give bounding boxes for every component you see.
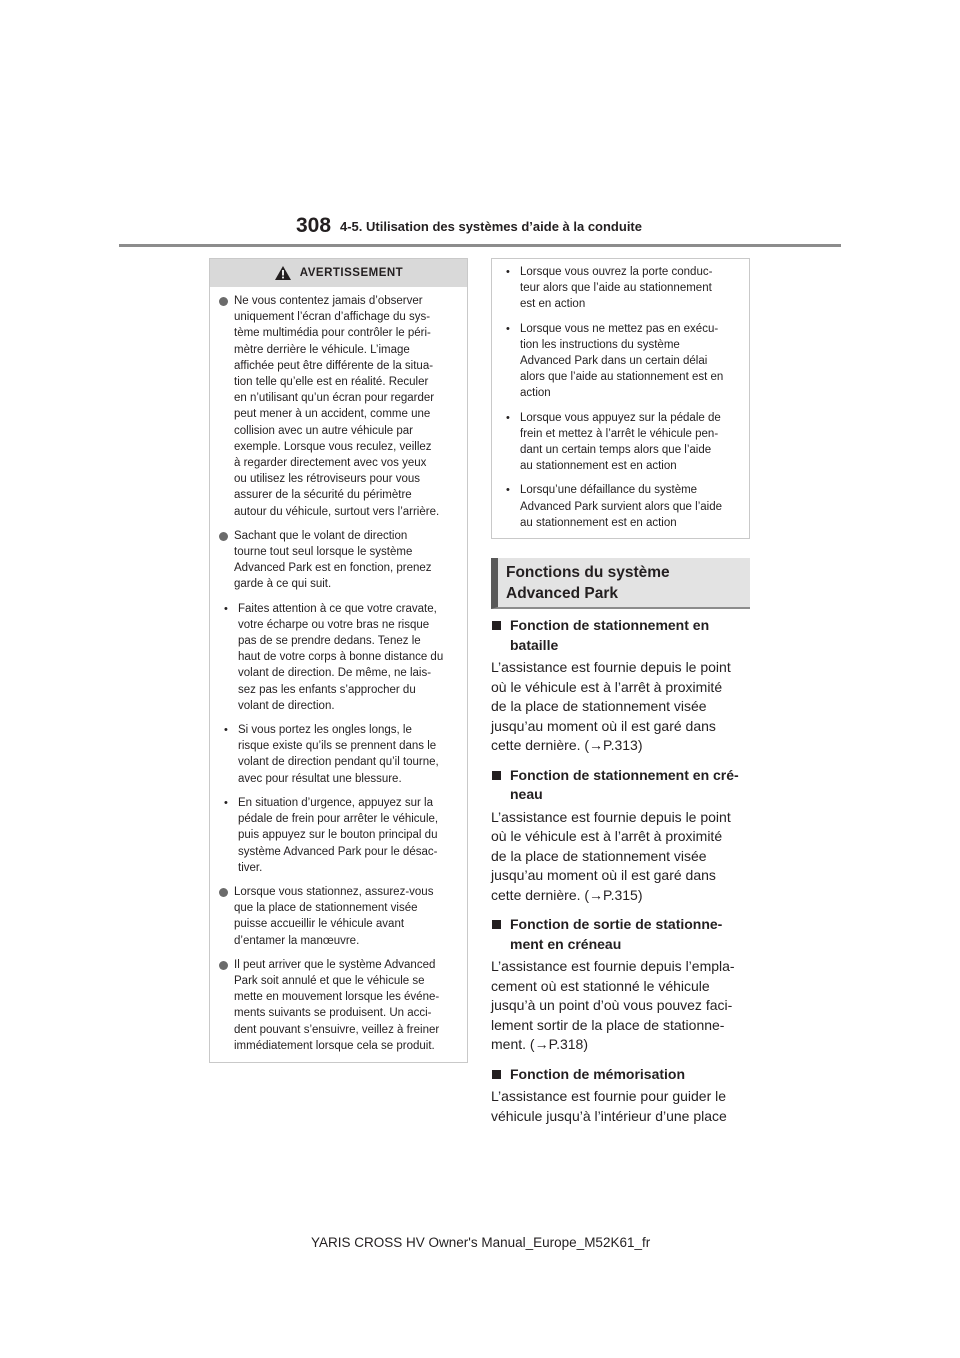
warning-item: Il peut arriver que le système Advanced Park soit annulé et que le véhicule se mette en mouvement lorsque les événe- ments suivants se produisent. Un acci- dent pouvant s’ensuivre, veillez à freiner immédiatement lorsque cela se produit. — [218, 957, 457, 1054]
section-title: 4-5. Utilisation des systèmes d’aide à la conduite — [340, 219, 642, 234]
warning-item: Lorsque vous stationnez, assurez-vous que la place de stationnement visée puisse accueillir le véhicule avant d’entamer la manœuvre. — [218, 884, 457, 949]
feature-title: Fonction de sortie de stationne- ment en créneau — [491, 915, 753, 954]
feature-title: Fonction de mémorisation — [491, 1065, 753, 1085]
warning-body — [210, 287, 467, 1054]
warning-subitem: • En situation d’urgence, appuyez sur la pédale de frein pour arrêter le véhicule, puis appuyez sur le bouton principal du système Advanced Park pour le désac- tiver. — [218, 795, 457, 876]
warning-subitem: • Lorsqu’une défaillance du système Advanced Park survient alors que l’aide au stationnement est en action — [500, 482, 739, 531]
footer-text: YARIS CROSS HV Owner's Manual_Europe_M52K61_fr — [311, 1235, 651, 1250]
feature-title: Fonction de stationnement en bataille — [491, 616, 753, 655]
feature-title: Fonction de stationnement en cré- neau — [491, 766, 753, 805]
feature-text: L’assistance est fournie depuis l’empla- cement où est stationné le véhicule jusqu’à un point d’où vous pouvez faci- lement sortir de la place de stationne- ment. (→P.318) — [491, 958, 735, 1052]
warning-item: Sachant que le volant de direction tourne tout seul lorsque le système Advanced Park est en fonction, prenez garde à ce qui suit. — [218, 528, 457, 593]
warning-box — [209, 258, 468, 1063]
features-heading: Fonctions du système Advanced Park — [491, 558, 750, 609]
warning-subitem: • Si vous portez les ongles longs, le risque existe qu’ils se prennent dans le volant de direction pendant qu’il tourne, avec pour résultat une blessure. — [218, 722, 457, 787]
feature-text: L’assistance est fournie depuis le point où le véhicule est à l’arrêt à proximité de la place de stationnement visée jusqu’au moment où il est garé dans cette dernière. (→P.313) — [491, 659, 731, 753]
page-number: 308 — [296, 214, 332, 237]
warning-subitem: • Lorsque vous appuyez sur la pédale de frein et mettez à l’arrêt le véhicule pen- dant un certain temps alors que l’aide au stationnement est en action — [500, 410, 739, 475]
features-content — [491, 616, 753, 1136]
warning-item: Ne vous contentez jamais d’observer uniquement l’écran d’affichage du sys- tème multimédia pour contrôler le péri- mètre derrière le véhicule. L’image affichée peut être différente de la situa- tion telle qu’elle est en réalité. Reculer en n’utilisant qu’un écran pour regarder peut mener à un accident, comme une collision avec un autre véhicule par exemple. Lorsque vous reculez, veillez à regarder directement avec vos yeux ou utilisez les rétroviseurs pour vous assurer de la sécurité du périmètre autour du véhicule, surtout vers l’arrière. — [218, 293, 457, 520]
warning-subitem: • Faites attention à ce que votre cravate, votre écharpe ou votre bras ne risque pas de se prendre dedans. Tenez le haut de votre corps à bonne distance du volant de direction. De même, ne lais- sez pas les enfants s’approcher du volant de direction. — [218, 601, 457, 714]
header-rule — [119, 244, 841, 247]
warning-subitem: • Lorsque vous ouvrez la porte conduc- teur alors que l’aide au stationnement est en action — [500, 264, 739, 313]
warning-title: AVERTISSEMENT — [299, 267, 404, 279]
warning-continuation-box — [491, 258, 750, 539]
warning-subitem: • Lorsque vous ne mettez pas en exécu- tion les instructions du système Advanced Park dans un certain délai alors que l’aide au stationnement est en action — [500, 321, 739, 402]
feature-text: L’assistance est fournie depuis le point où le véhicule est à l’arrêt à proximité de la place de stationnement visée jusqu’au moment où il est garé dans cette dernière. (→P.315) — [491, 808, 731, 903]
feature-text: L’assistance est fournie pour guider le véhicule jusqu’à l’intérieur d’une place — [491, 1088, 727, 1124]
warning-header — [210, 259, 467, 287]
warning-triangle-icon — [274, 265, 292, 281]
